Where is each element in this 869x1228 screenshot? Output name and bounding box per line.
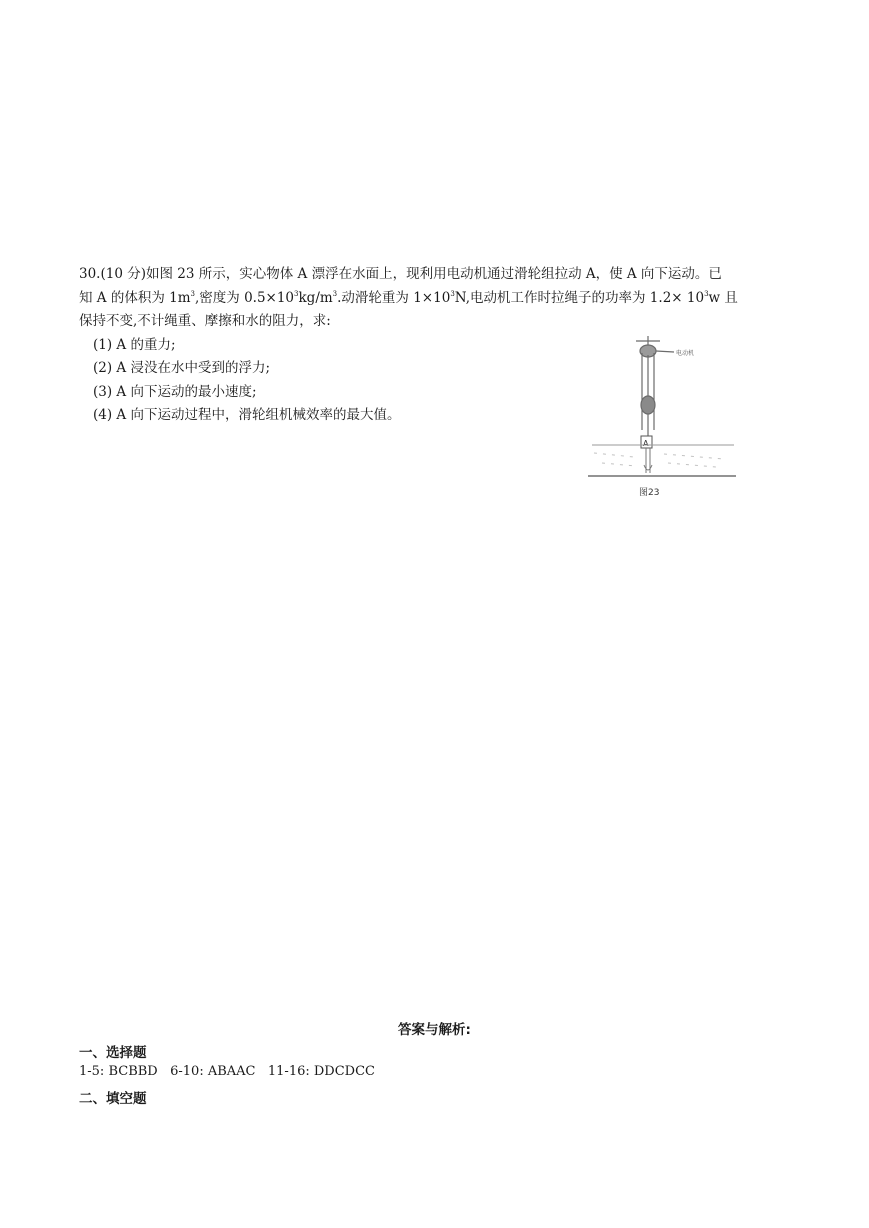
- choice-answers: 1-5: BCBBD 6-10: ABAAC 11-16: DDCDCC: [79, 1064, 375, 1079]
- section-multiple-choice: 一、选择题: [79, 1045, 147, 1061]
- section-fill-in: 二、填空题: [79, 1091, 147, 1107]
- question-line-1: 30.(10 分)如图 23 所示，实心物体 A 漂浮在水面上，现利用电动机通过滑轮组拉动 A，使 A 向下运动。已: [79, 266, 722, 282]
- answers-title: 答案与解析:: [398, 1022, 471, 1038]
- pulley-diagram: [584, 335, 744, 500]
- motor-label: 电动机: [676, 350, 695, 357]
- block-a-label: A: [643, 439, 649, 448]
- movable-pulley-icon: [641, 396, 655, 414]
- figure-23: [584, 335, 744, 500]
- sub-question-3: (3) A 向下运动的最小速度;: [93, 383, 257, 400]
- question-line-3: 保持不变,不计绳重、摩擦和水的阻力，求:: [79, 313, 331, 329]
- figure-caption: 图23: [639, 488, 660, 498]
- sub-question-2: (2) A 浸没在水中受到的浮力;: [93, 360, 271, 376]
- question-line-2: 知 A 的体积为 $1m^3$,密度为 $0.5\times 10^3kg/m^3$.动滑轮重为 $1\times 10^3N$,电动机工作时拉绳子的功率为 $1.2\times 10^3w$ 且: [79, 289, 738, 306]
- sub-question-4: (4) A 向下运动过程中，滑轮组机械效率的最大值。: [93, 407, 401, 423]
- sub-question-1: (1) A 的重力;: [93, 336, 176, 353]
